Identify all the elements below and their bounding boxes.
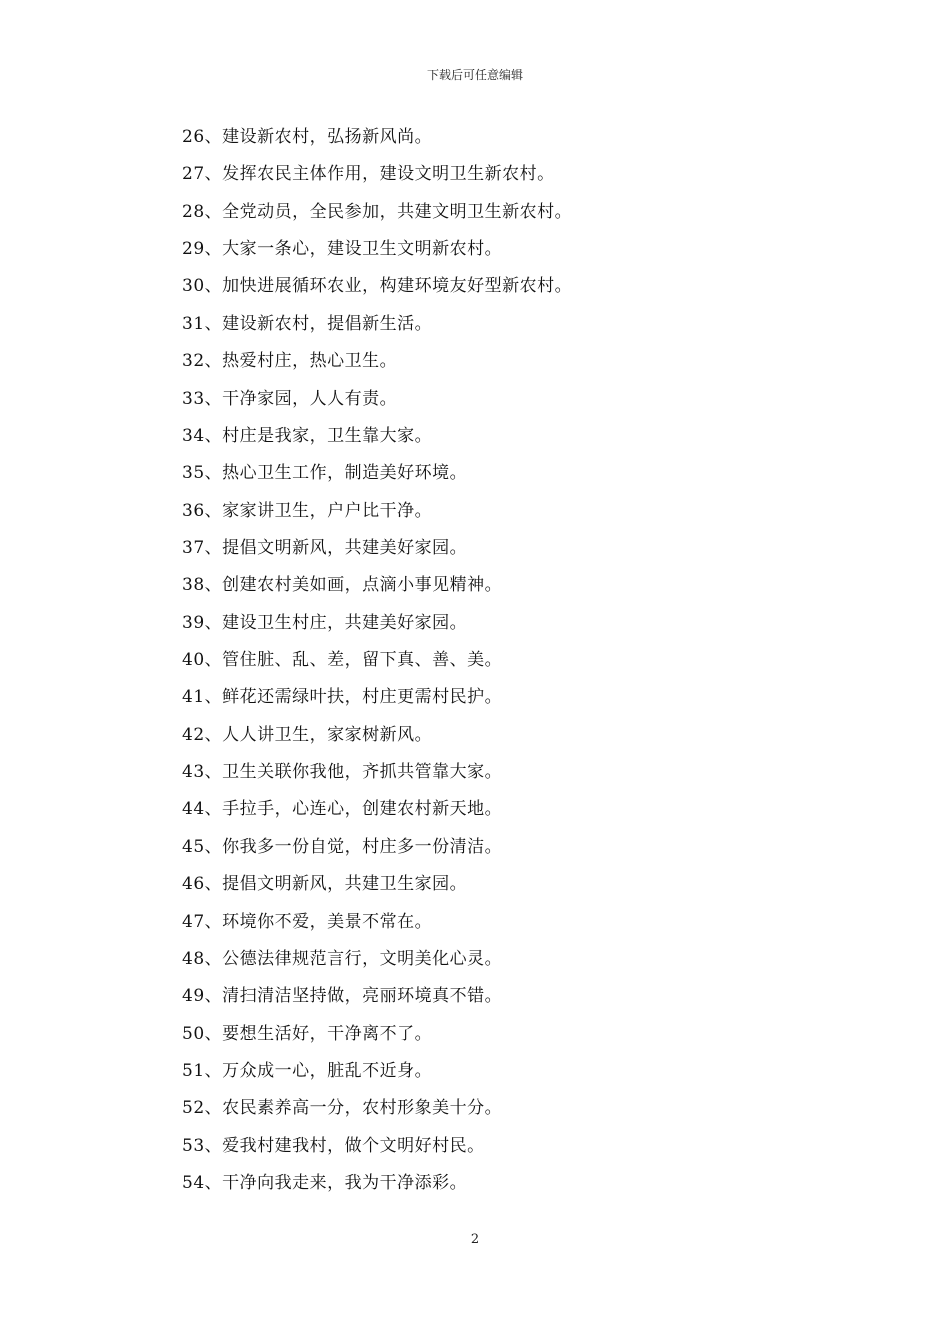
list-item: 44、手拉手，心连心，创建农村新天地。 [182,799,503,820]
list-item: 26、建设新农村，弘扬新风尚。 [182,127,433,147]
list-item: 42、人人讲卫生，家家树新风。 [182,724,433,745]
list-item: 43、卫生关联你我他，齐抓共管靠大家。 [182,762,503,783]
list-item: 35、热心卫生工作，制造美好环境。 [182,463,468,484]
list-item: 41、鲜花还需绿叶扶，村庄更需村民护。 [182,687,503,708]
list-item: 28、全党动员，全民参加，共建文明卫生新农村。 [182,201,573,222]
list-item: 48、公德法律规范言行，文明美化心灵。 [182,948,503,969]
list-item: 50、要想生活好，干净离不了。 [182,1023,433,1044]
list-item: 36、家家讲卫生，户户比干净。 [182,500,433,521]
list-item: 47、环境你不爱，美景不常在。 [182,911,433,932]
page-header: 下载后可任意编辑 [426,68,523,82]
list-item: 31、建设新农村，提倡新生活。 [182,313,433,334]
list-item: 52、农民素养高一分，农村形象美十分。 [182,1098,503,1119]
list-item: 27、发挥农民主体作用，建设文明卫生新农村。 [182,164,555,185]
list-item: 29、大家一条心，建设卫生文明新农村。 [182,239,503,260]
list-item: 30、加快进展循环农业，构建环境友好型新农村。 [182,276,573,297]
slogan-list [182,122,802,1205]
list-item: 39、建设卫生村庄，共建美好家园。 [182,612,468,633]
page-number: 2 [470,1232,480,1247]
list-item: 34、村庄是我家，卫生靠大家。 [182,425,433,446]
list-item: 33、干净家园，人人有责。 [182,388,398,409]
list-item: 38、创建农村美如画，点滴小事见精神。 [182,575,503,596]
list-item: 54、干净向我走来，我为干净添彩。 [182,1173,468,1194]
list-item: 45、你我多一份自觉，村庄多一份清洁。 [182,836,503,857]
list-item: 49、清扫清洁坚持做，亮丽环境真不错。 [182,986,503,1007]
list-item: 46、提倡文明新风，共建卫生家园。 [182,874,468,895]
list-item: 32、热爱村庄，热心卫生。 [182,351,398,372]
list-item: 40、管住脏、乱、差，留下真、善、美。 [182,650,503,671]
list-item: 51、万众成一心，脏乱不近身。 [182,1060,433,1081]
list-item: 53、爱我村建我村，做个文明好村民。 [182,1135,485,1156]
list-item: 37、提倡文明新风，共建美好家园。 [182,537,468,558]
